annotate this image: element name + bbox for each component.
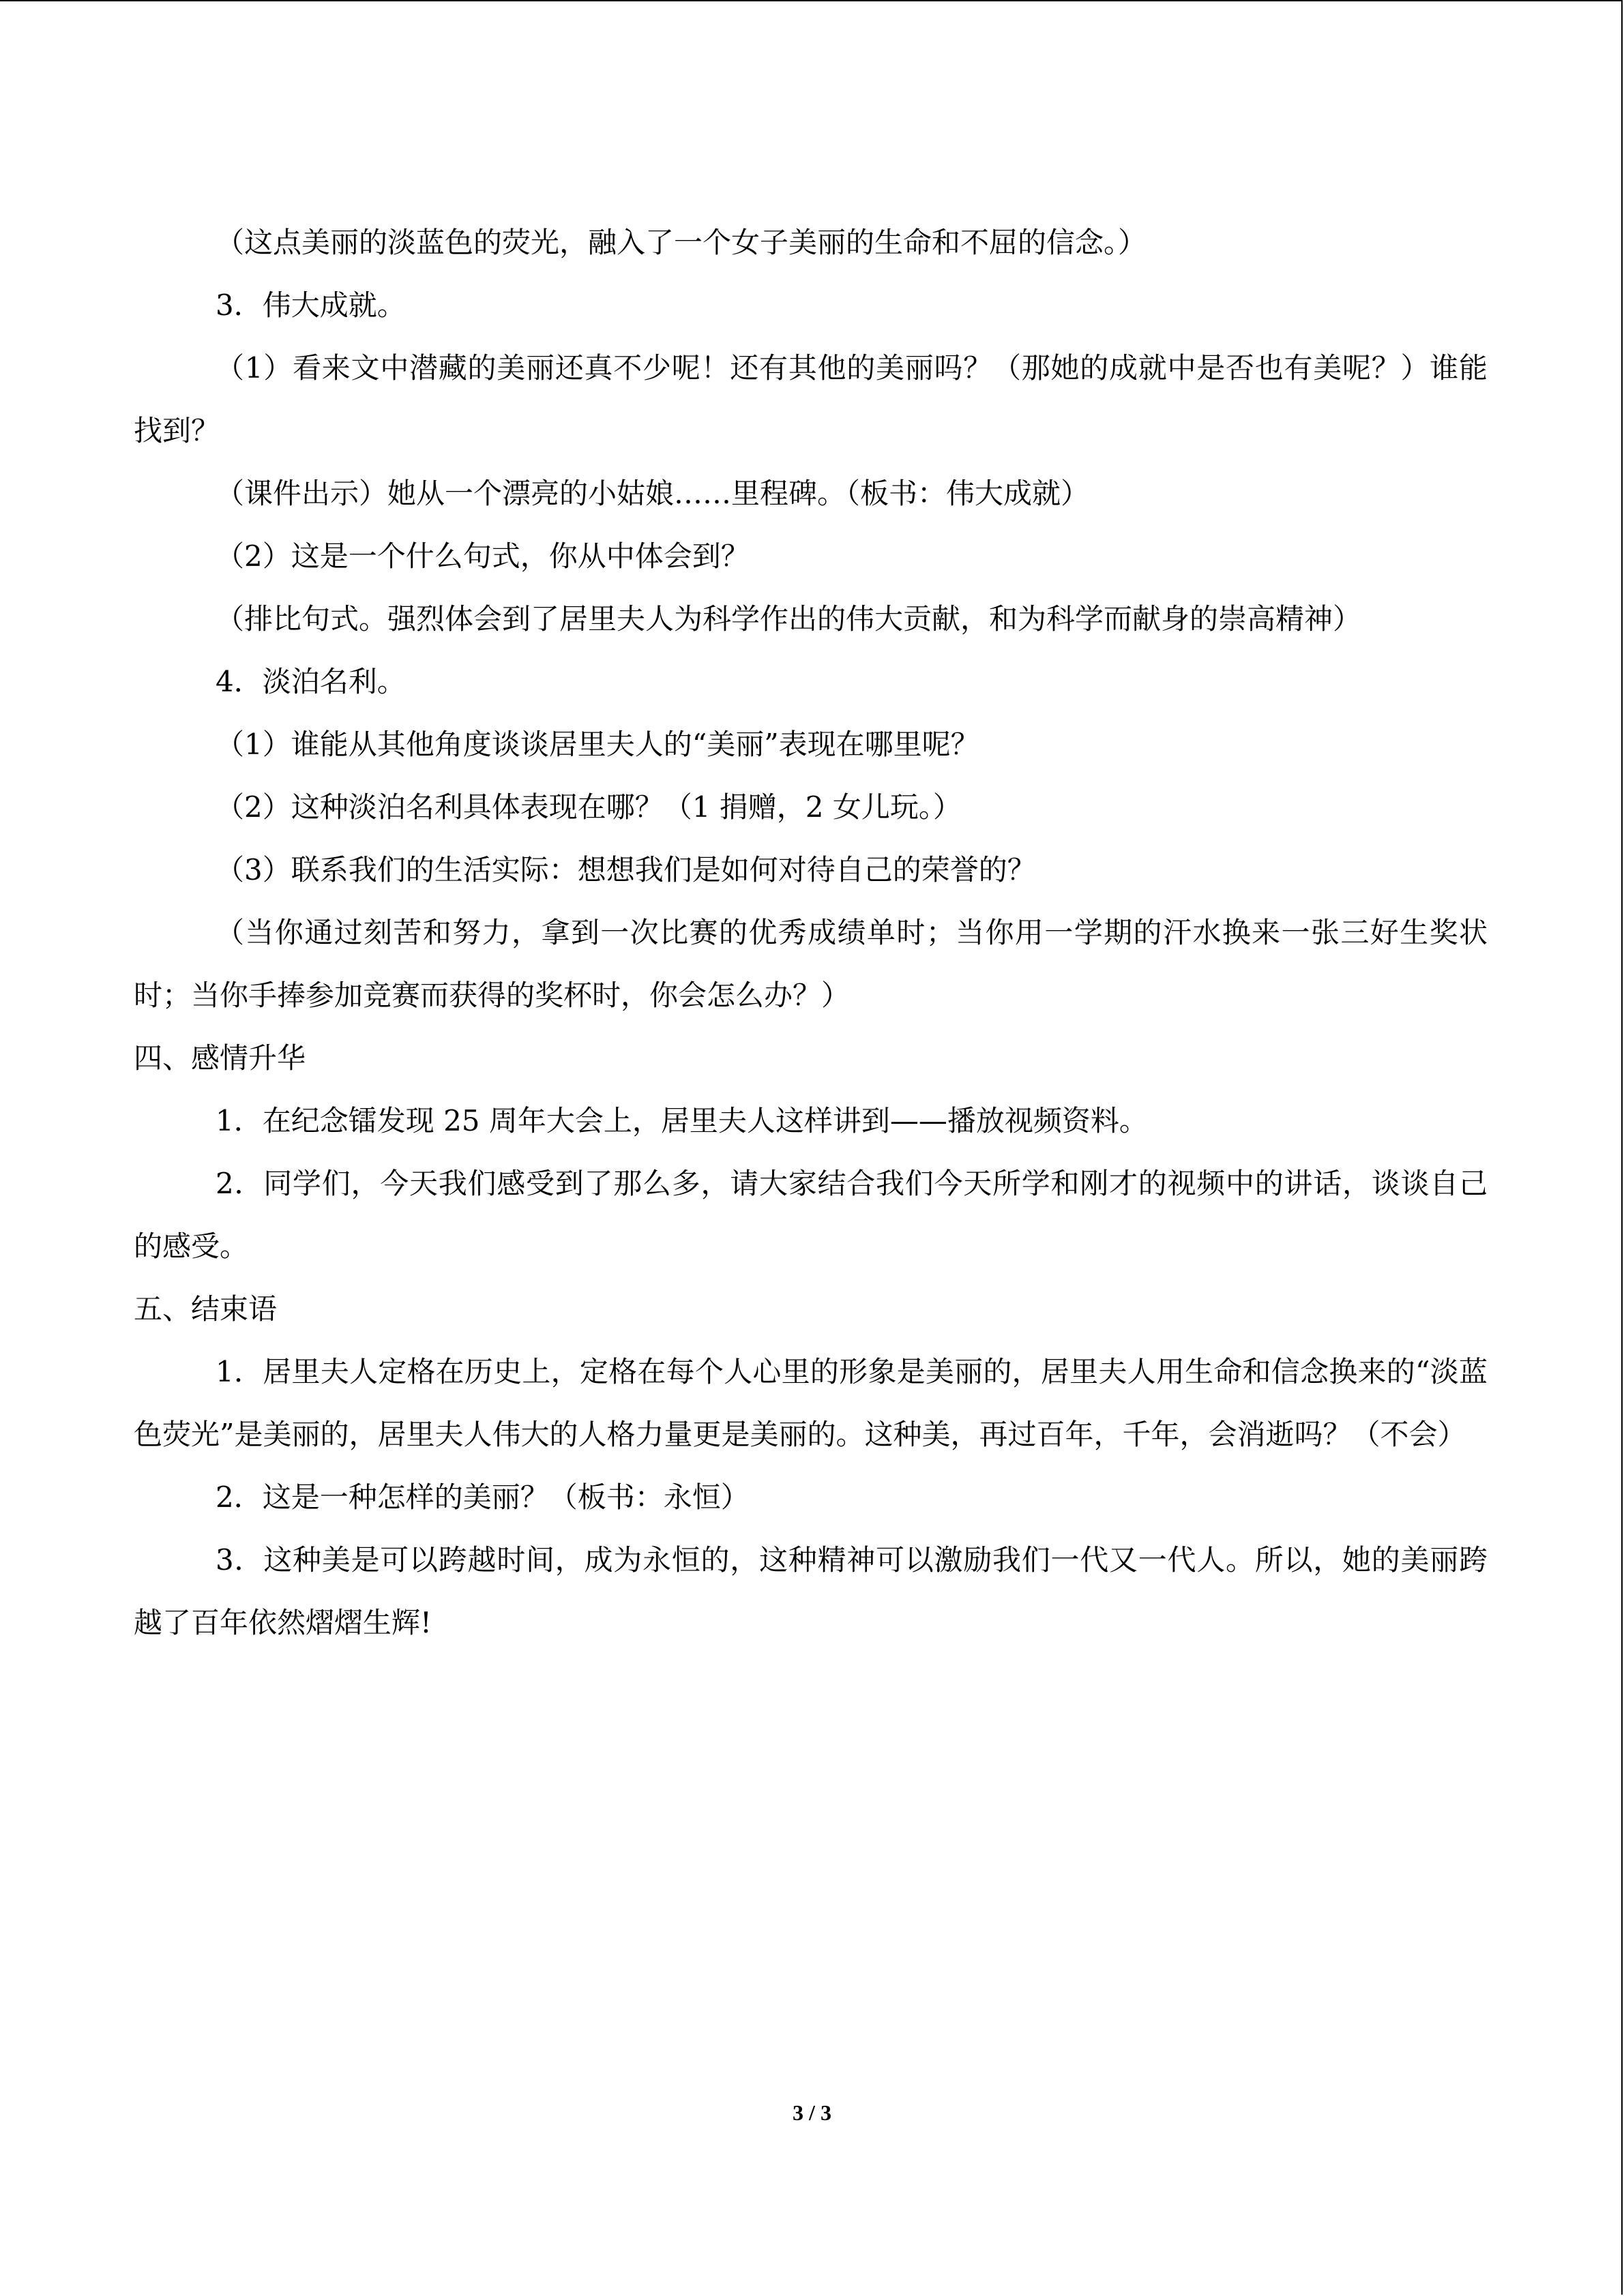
paragraph: （2）这是一个什么句式，你从中体会到？ — [216, 539, 750, 573]
section-item: 3．伟大成就。 — [216, 288, 406, 322]
paragraph: （排比句式。强烈体会到了居里夫人为科学作出的伟大贡献，和为科学而献身的崇高精神） — [216, 602, 1362, 636]
paragraph: （当你通过刻苦和努力，拿到一次比赛的优秀成绩单时；当你用一学期的汗水换来一张三好生奖状时；当你手捧参加竞赛而获得的奖杯时，你会怎么办？） — [134, 916, 1488, 1012]
section-item: 4．淡泊名利。 — [216, 665, 406, 698]
paragraph: 2．同学们，今天我们感受到了那么多，请大家结合我们今天所学和刚才的视频中的讲话，谈谈自己的感受。 — [134, 1167, 1488, 1263]
page-number: 3 / 3 — [793, 2100, 831, 2125]
paragraph: （1）谁能从其他角度谈谈居里夫人的“美丽”表现在哪里呢？ — [216, 728, 979, 761]
paragraph: （这点美丽的淡蓝色的荧光，融入了一个女子美丽的生命和不屈的信念。） — [216, 226, 1147, 259]
paragraph: （3）联系我们的生活实际：想想我们是如何对待自己的荣誉的？ — [216, 853, 1036, 886]
paragraph: （2）这种淡泊名利具体表现在哪？（1 捐赠，2 女儿玩。） — [216, 790, 962, 824]
paragraph: 1．居里夫人定格在历史上，定格在每个人心里的形象是美丽的，居里夫人用生命和信念换来的“淡蓝色荧光”是美丽的，居里夫人伟大的人格力量更是美丽的。这种美，再过百年，千年，会消逝吗？（不会） — [134, 1355, 1488, 1451]
paragraph: 2．这是一种怎样的美丽？（板书：永恒） — [216, 1480, 750, 1514]
section-heading: 四、感情升华 — [134, 1041, 306, 1075]
paragraph: （课件出示）她从一个漂亮的小姑娘……里程碑。（板书：伟大成就） — [216, 477, 1090, 510]
section-heading: 五、结束语 — [134, 1292, 278, 1326]
paragraph: 1．在纪念镭发现 25 周年大会上，居里夫人这样讲到——播放视频资料。 — [216, 1104, 1148, 1137]
paragraph: （1）看来文中潜藏的美丽还真不少呢！还有其他的美丽吗？（那她的成就中是否也有美呢？）谁能找到？ — [134, 351, 1488, 447]
document-body — [134, 211, 1488, 1654]
paragraph: 3．这种美是可以跨越时间，成为永恒的，这种精神可以激励我们一代又一代人。所以，她的美丽跨越了百年依然熠熠生辉! — [134, 1543, 1488, 1639]
